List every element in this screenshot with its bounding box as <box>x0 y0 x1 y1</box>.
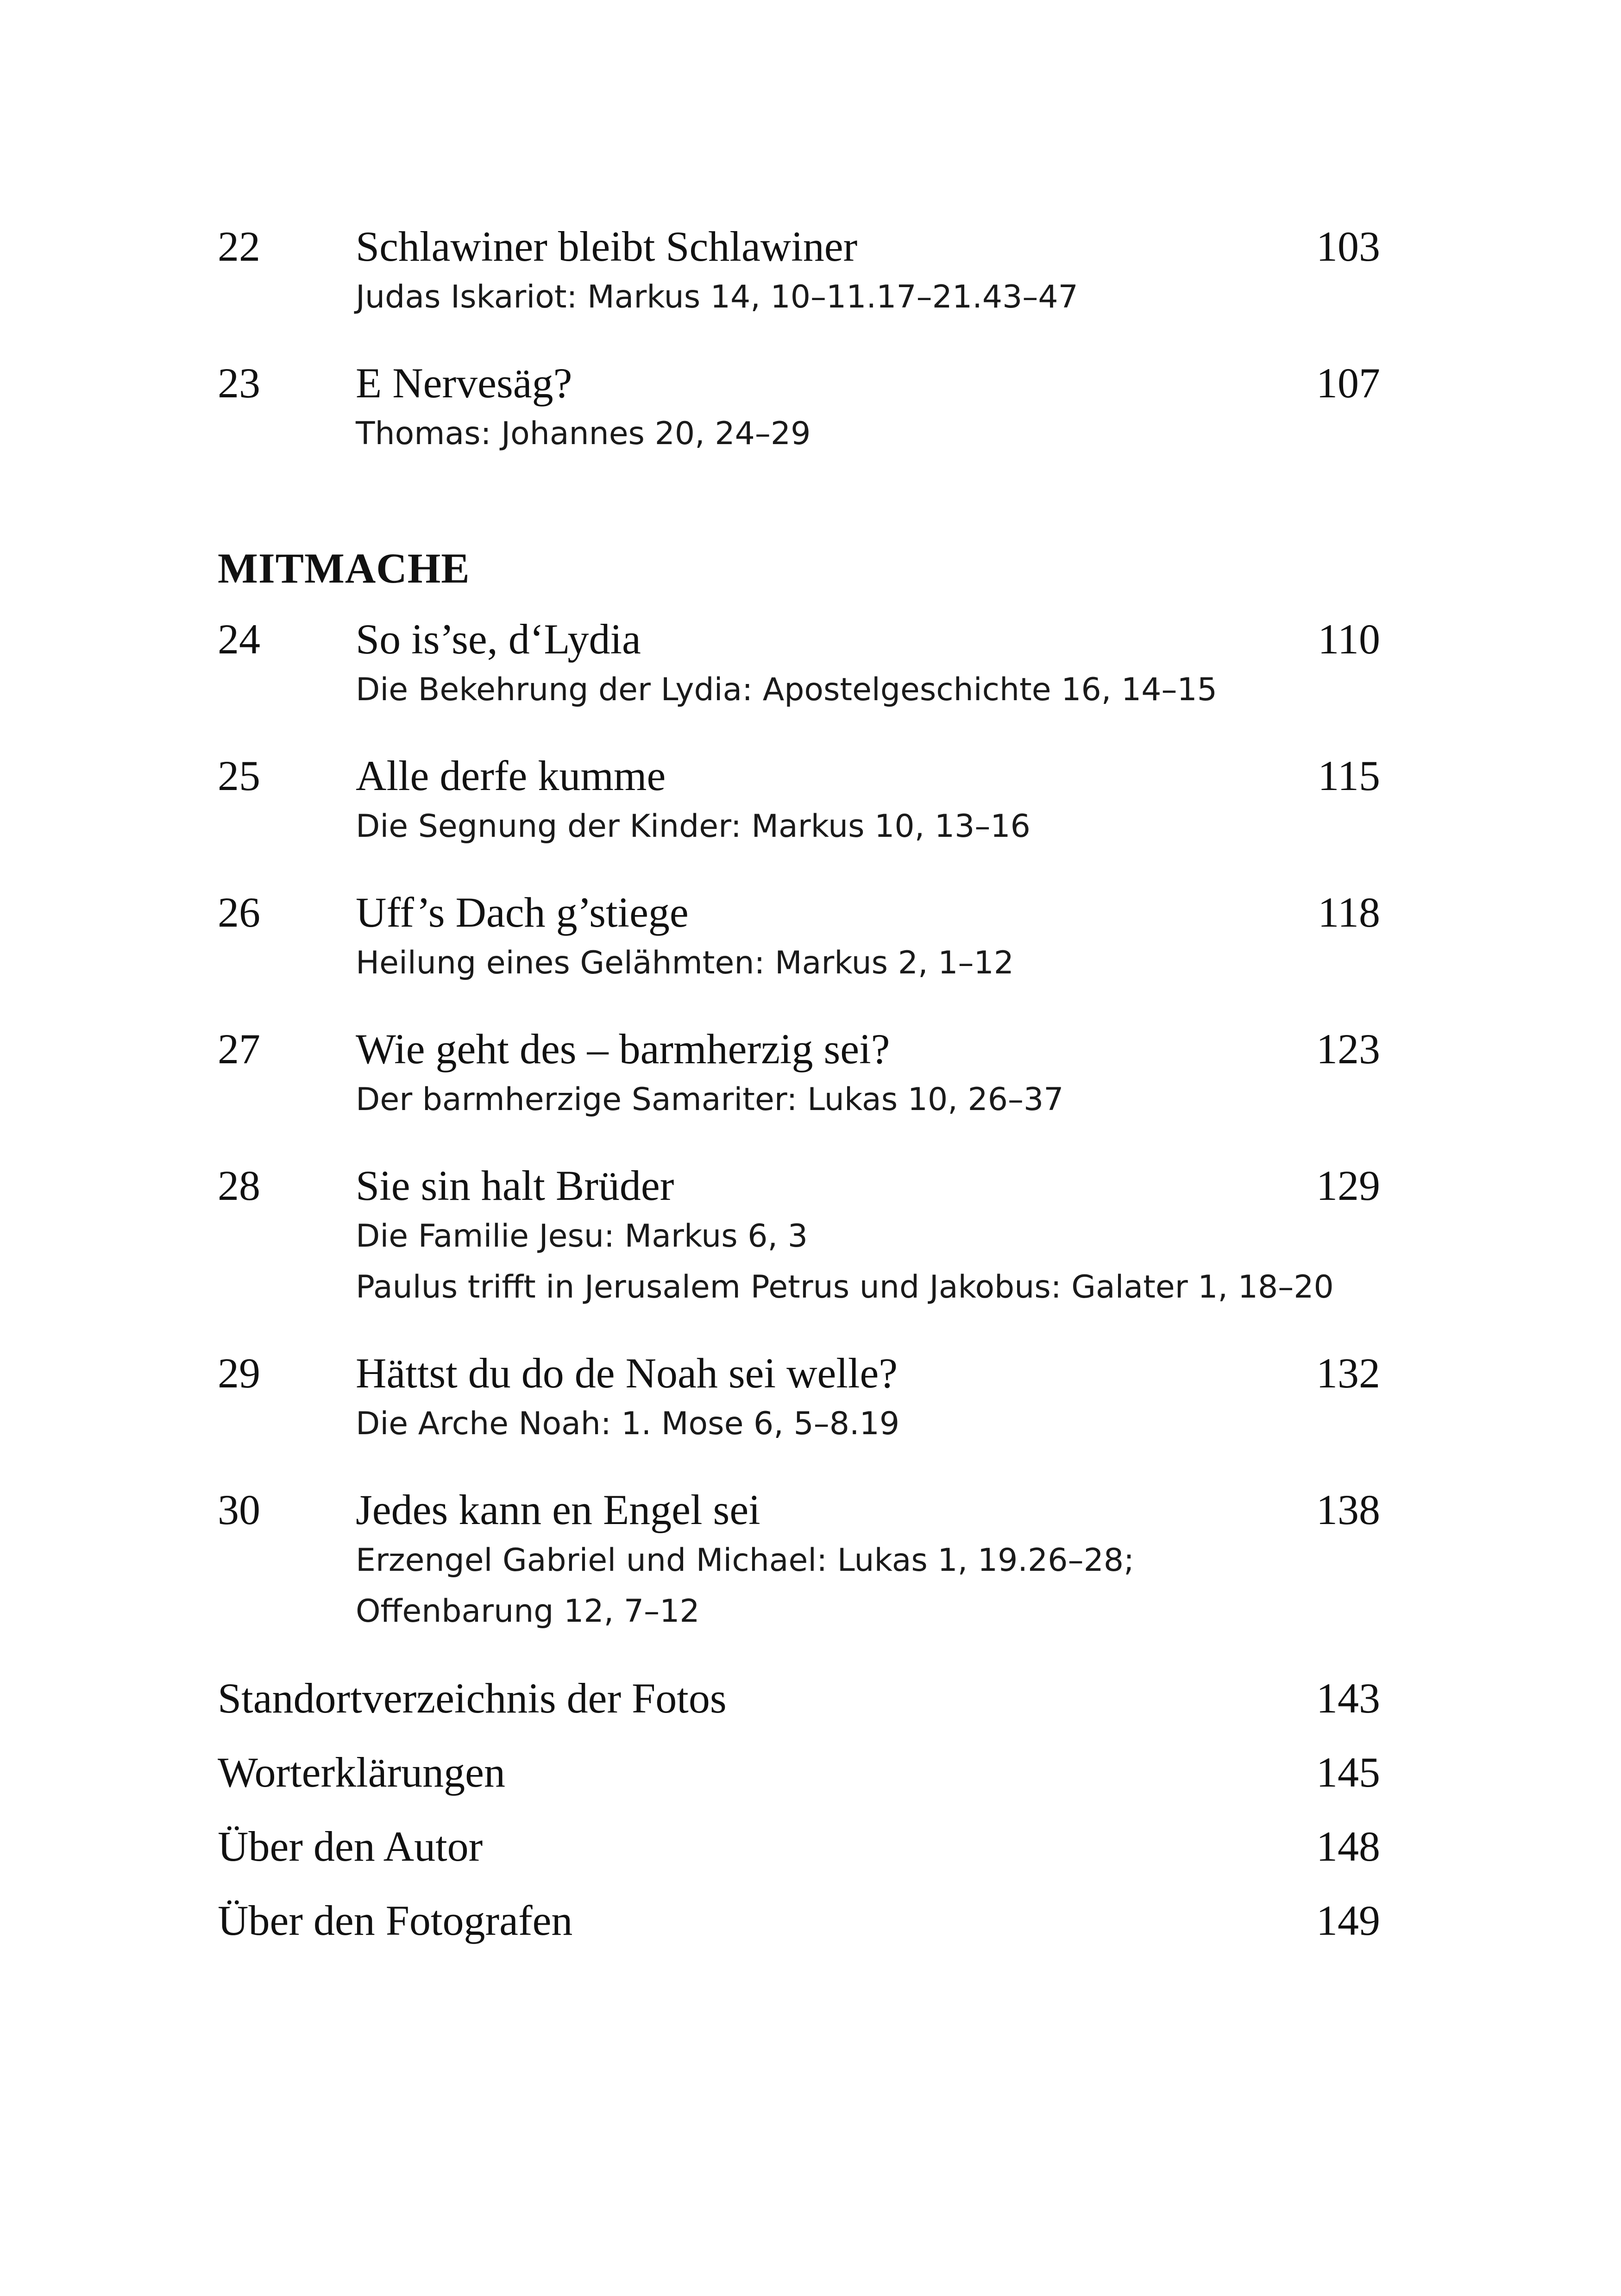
chapter-number: 29 <box>218 1349 260 1397</box>
chapter-title: Wie geht des – barmherzig sei? <box>356 1025 890 1073</box>
page-number: 110 <box>1318 615 1380 663</box>
page-number: 143 <box>1316 1675 1380 1722</box>
page-number: 115 <box>1318 752 1380 799</box>
chapter-reference: Der barmherzige Samariter: Lukas 10, 26–37 <box>356 1081 1064 1118</box>
page-number: 149 <box>1316 1897 1380 1944</box>
chapter-reference: Paulus trifft in Jerusalem Petrus und Jakobus: Galater 1, 18–20 <box>356 1269 1334 1305</box>
page-number: 138 <box>1316 1486 1380 1533</box>
chapter-number: 24 <box>218 615 260 663</box>
page-number: 148 <box>1316 1823 1380 1870</box>
chapter-number: 28 <box>218 1162 260 1209</box>
chapter-title: Hättst du do de Noah sei welle? <box>356 1349 898 1397</box>
chapter-title: Alle derfe kumme <box>356 752 666 799</box>
page-number: 107 <box>1316 359 1380 407</box>
page-number: 129 <box>1316 1162 1380 1209</box>
chapter-number: 25 <box>218 752 260 799</box>
chapter-title: Sie sin halt Brüder <box>356 1162 674 1209</box>
section-heading: MITMACHE <box>218 545 470 592</box>
chapter-reference: Heilung eines Gelähmten: Markus 2, 1–12 <box>356 945 1014 981</box>
chapter-number: 26 <box>218 889 260 936</box>
chapter-number: 22 <box>218 223 260 270</box>
chapter-reference: Offenbarung 12, 7–12 <box>356 1593 700 1630</box>
chapter-title: Uff’s Dach g’stiege <box>356 889 689 936</box>
chapter-reference: Thomas: Johannes 20, 24–29 <box>356 415 811 452</box>
appendix-title: Worterklärungen <box>218 1749 505 1796</box>
chapter-reference: Die Arche Noah: 1. Mose 6, 5–8.19 <box>356 1405 900 1442</box>
chapter-number: 23 <box>218 359 260 407</box>
chapter-reference: Die Bekehrung der Lydia: Apostelgeschichte 16, 14–15 <box>356 671 1218 708</box>
chapter-title: E Nervesäg? <box>356 359 572 407</box>
appendix-title: Über den Fotografen <box>218 1897 573 1944</box>
appendix-title: Standortverzeichnis der Fotos <box>218 1675 727 1722</box>
appendix-title: Über den Autor <box>218 1823 483 1870</box>
page-number: 145 <box>1316 1749 1380 1796</box>
page-number: 123 <box>1316 1025 1380 1073</box>
chapter-reference: Die Segnung der Kinder: Markus 10, 13–16 <box>356 808 1030 845</box>
page-number: 103 <box>1316 223 1380 270</box>
chapter-title: Schlawiner bleibt Schlawiner <box>356 223 858 270</box>
chapter-title: So is’se, d‘Lydia <box>356 615 641 663</box>
chapter-title: Jedes kann en Engel sei <box>356 1486 760 1533</box>
page-number: 118 <box>1318 889 1380 936</box>
chapter-number: 27 <box>218 1025 260 1073</box>
chapter-reference: Die Familie Jesu: Markus 6, 3 <box>356 1218 808 1255</box>
chapter-number: 30 <box>218 1486 260 1533</box>
chapter-reference: Erzengel Gabriel und Michael: Lukas 1, 19.26–28; <box>356 1542 1135 1579</box>
page-number: 132 <box>1316 1349 1380 1397</box>
chapter-reference: Judas Iskariot: Markus 14, 10–11.17–21.43–47 <box>356 279 1078 315</box>
